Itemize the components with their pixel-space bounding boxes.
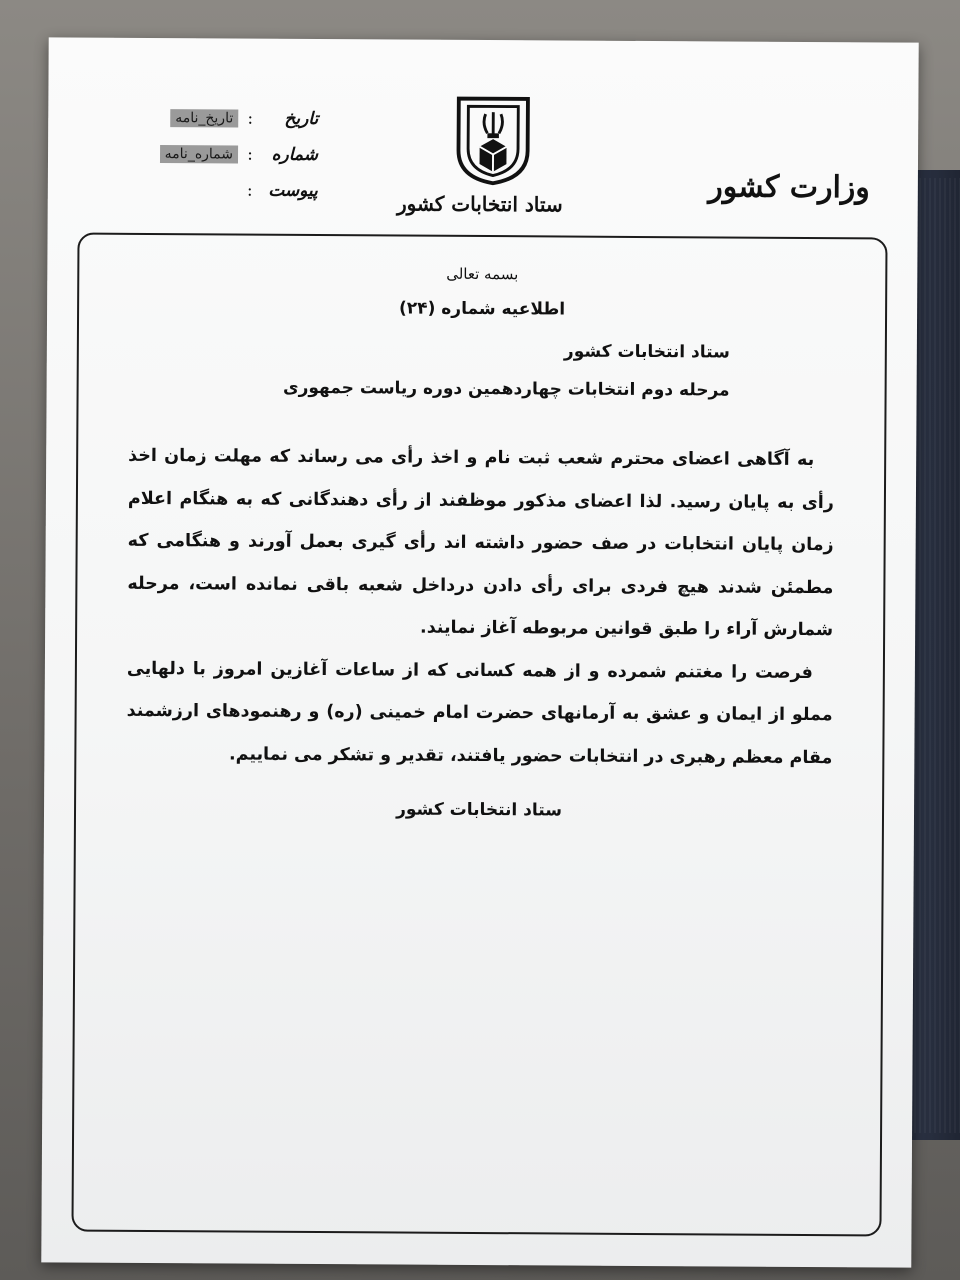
attachment-label: پیوست (268, 180, 318, 202)
ballot-box-emblem-icon (445, 90, 542, 189)
invocation: بسمه تعالی (446, 264, 519, 284)
body-paragraph: به آگاهی اعضای محترم شعب ثبت نام و اخذ رأی می رساند که مهلت زمان اخذ رأی به پایان رسید. لذا اعضای مذکور موظفند از رأی دهندگانی که به هنگام اعلام زمان پایان انتخابات در صف حضور داشته اند رأی گیری بعمل آورند و هنگامی که مطمئن شدند هیچ فردی برای رأی دادن درداخل شعبه باقی نمانده است، مرحله شمارش آراء را طبق قوانین مربوطه آغاز نمایند. (127, 445, 834, 641)
date-value: تاریخ_نامه (170, 109, 238, 127)
notice-frame (71, 233, 887, 1237)
number-label: شماره (271, 144, 319, 166)
letter-metadata (158, 100, 319, 209)
number-value: شماره_نامه (160, 145, 238, 163)
date-label: تاریخ (284, 108, 319, 130)
notice-body (126, 435, 834, 779)
letter-paper (41, 37, 918, 1267)
date-row: تاریخ : تاریخ_نامه (158, 100, 318, 137)
body-paragraph: فرصت را مغتنم شمرده و از همه کسانی که از ساعات آغازین امروز با دلهایی مملو از ایمان و عشق به آرمانهای حضرت امام خمینی (ره) و رهنمودهای ارزشمند مقام معظم رهبری در انتخابات حضور یافتند، تقدیر و تشکر می نماییم. (126, 658, 833, 768)
election-hq-label: ستاد انتخابات کشور (396, 191, 563, 217)
notice-title: اطلاعیه شماره (۲۴) (398, 298, 566, 320)
attachment-row: پیوست : (246, 180, 318, 202)
signature: ستاد انتخابات کشور (396, 799, 563, 821)
ministry-title: وزارت کشور (708, 169, 870, 206)
number-row: شماره : شماره_نامه (158, 136, 318, 173)
election-hq-emblem-block (396, 90, 564, 217)
organization-line: ستاد انتخابات کشور (563, 341, 730, 363)
subject-line: مرحله دوم انتخابات چهاردهمین دوره ریاست جمهوری (282, 377, 730, 401)
